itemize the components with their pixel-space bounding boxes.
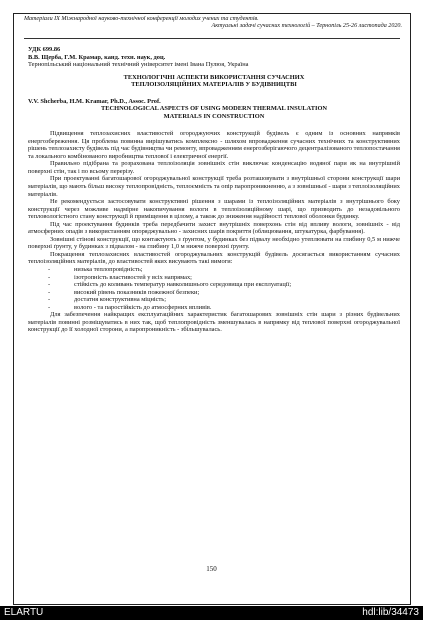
list-dash: - bbox=[48, 303, 51, 311]
title-ua bbox=[28, 74, 400, 89]
page-number: 150 bbox=[206, 565, 217, 573]
title-en-line: MATERIALS IN CONSTRUCTION bbox=[163, 112, 265, 120]
list-item-text: високий рівень показників пожежної безпеки; bbox=[74, 288, 200, 296]
paragraph: При проектуванні багатошарової огороджувальної конструкції треба розташовувати з внутрішньої сторони конструкції шари матеріалів, що мають більш високу теплопровідність, теплоємність та опір паропроникненню, а з зовнішньої - шари з теплоізоляційних матеріалів. bbox=[28, 175, 400, 198]
paragraph: Покращення теплозахисних властивостей огороджувальних конструкцій будівель досягається використанням сучасних теплоізоляційних матеріалів, до властивостей яких висувають такі вимоги: bbox=[28, 250, 400, 266]
list-dash: - bbox=[48, 273, 51, 281]
list-item bbox=[28, 289, 400, 297]
title-ua-line: ТЕПЛОІЗОЛЯЦІЙНИХ МАТЕРІАЛІВ У БУДІВНИЦТВІ bbox=[131, 81, 297, 89]
title-en-line: TECHNOLOGICAL ASPECTS OF USING MODERN THERMAL INSULATION bbox=[100, 105, 328, 113]
paragraph: Правильно підібрана та розрахована теплоізоляція зовнішніх стін виключає конденсацію водяної пари як на внутрішній поверхні стін, так і по всьому перерізу. bbox=[28, 160, 400, 175]
list-item bbox=[28, 266, 400, 274]
article-content bbox=[28, 46, 400, 334]
list-item bbox=[28, 296, 400, 304]
header-line-2: Актуальні задачі сучасних технологій – Тернопіль 25-26 листопада 2020. bbox=[211, 23, 402, 30]
paragraph: Підвищення теплозахисних властивостей огороджуючих конструкцій будівель є одним із основних напрямків енергозбереження. Ця проблема повинна вирішуватись комплексно - шляхом впровадження сучасних технічних та конструктивних рішень теплозахисту будівель під час будівництва чи ремонту, впровадженням енергозберігаючого децентралізованого теплопостачання та локального комбінованого виробництва теплової і електричної енергії. bbox=[28, 130, 400, 160]
paragraph: Не рекомендується застосовувати конструктивні рішення з шарами із теплоізоляційних матеріалів з внутрішнього боку конструкції через можливе надмірне накопичування вологи в теплоізоляційному шарі, що призводить до незадовільного тепловологістного стану конструкції й приміщення в цілому, а також до зниження надійності теплової оболонки будинку. bbox=[28, 198, 400, 221]
handle-id: hdl:lib/34473 bbox=[362, 607, 419, 618]
conference-header bbox=[24, 16, 402, 31]
list-item-text: стійкість до коливань температур навколишнього середовища при експлуатації; bbox=[74, 281, 292, 289]
list-dash: - bbox=[48, 266, 51, 274]
list-item bbox=[28, 281, 400, 289]
title-en bbox=[28, 105, 400, 120]
title-ua-line: ТЕХНОЛОГІЧНІ АСПЕКТИ ВИКОРИСТАННЯ СУЧАСНИХ bbox=[123, 73, 305, 81]
list-item-text: волого - та паростійкість до атмосферних впливів. bbox=[74, 303, 212, 311]
list-item-text: достатня конструктивна міцність; bbox=[74, 296, 167, 304]
list-dash: - bbox=[48, 288, 51, 296]
list-item-text: низька теплопровідність; bbox=[74, 266, 143, 274]
repository-name: ELARTU bbox=[4, 607, 44, 618]
list-item bbox=[28, 274, 400, 282]
paragraph: Зовнішні стінові конструкції, що контактують з ґрунтом, у будинках без підвалу необхідно утеплювати на глибину 0,5 м нижче поверхні ґрунту, у будинках з підвалом - на глибину 1,0 м нижче поверхні ґрунту. bbox=[28, 235, 400, 251]
paragraph: Під час проектування будинків треба передбачити захист внутрішніх поверхонь стін від впливу вологи, зовнішніх - від атмосферних опадів з використанням опоряджувально - захисних шарів покриття (облицювання, штукатурка, фарбування). bbox=[28, 220, 400, 236]
list-dash: - bbox=[48, 296, 51, 304]
authors-en: V.V. Shcherba, H.M. Kramar, Ph.D., Assoc. Prof. bbox=[28, 97, 161, 105]
paragraph: Для забезпечення найкращих експлуатаційних характеристик багатошарових зовнішніх стін шари з різних будівельних матеріалів повинні розміщуватись в них так, щоб теплопровідність зменшувалась в напрямку від теплової поверхні огороджувальної конструкції до її холодної сторони, а паропроникність - збільшувалась. bbox=[28, 311, 400, 334]
header-line-1: Матеріали IX Міжнародної науково-технічної конференції молодих учених та студентів. bbox=[24, 16, 259, 22]
repository-footer-bar bbox=[0, 606, 423, 620]
affiliation: Тернопільський національний технічний університет імені Івана Пулюя, Україна bbox=[28, 61, 249, 69]
list-dash: - bbox=[48, 281, 51, 289]
list-item-text: ізотропність властивостей у всіх напрямах; bbox=[74, 273, 192, 281]
list-item bbox=[28, 304, 400, 312]
authors-ua: В.В. Щерба, Г.М. Крамар, канд. техн. наук, доц. bbox=[28, 53, 166, 61]
header-rule bbox=[24, 38, 400, 39]
requirements-list bbox=[28, 266, 400, 311]
udc-code: УДК 699.86 bbox=[28, 46, 61, 53]
